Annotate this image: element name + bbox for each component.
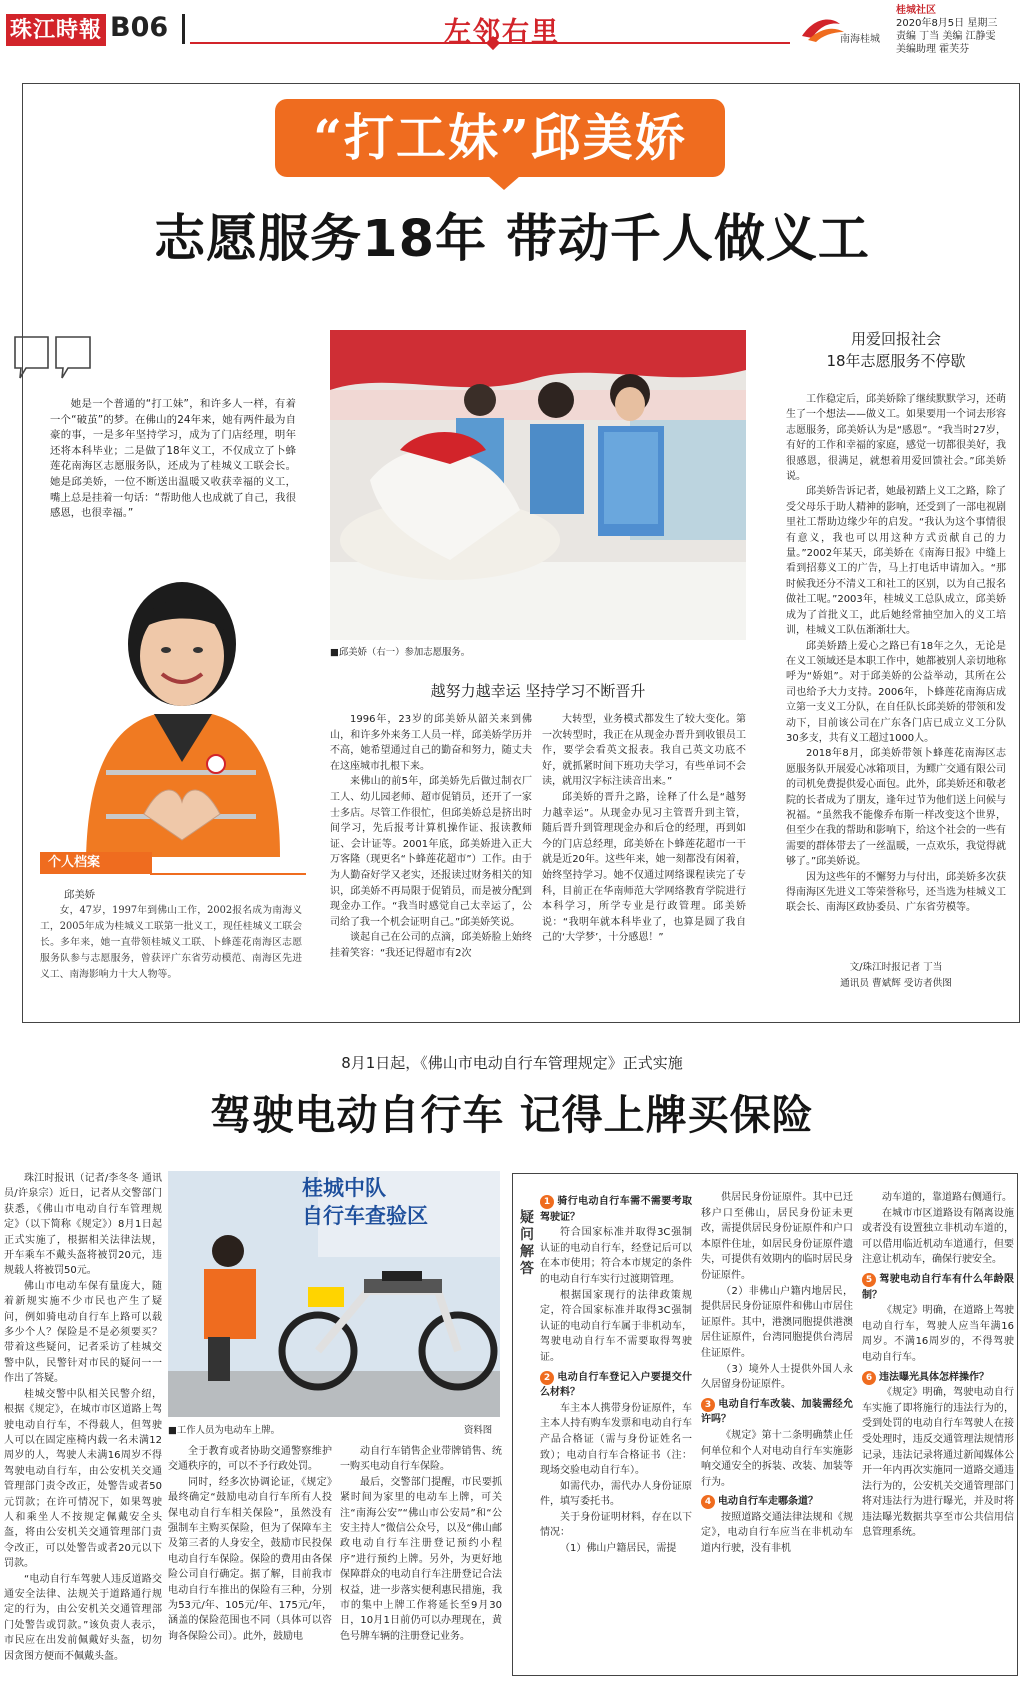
qa-question xyxy=(701,1494,853,1510)
article1-headline: 志愿服务18年 带动千人做义工 xyxy=(154,210,870,269)
banner-pointer xyxy=(488,176,520,190)
photo2-credit: 资料图 xyxy=(464,1425,493,1436)
article1-banner: “打工妹”邱美娇 xyxy=(275,99,725,177)
qa-label: 疑问解答 xyxy=(520,1210,534,1277)
article2-paragraph: 最后，交警部门提醒，市民要抓紧时间为家里的电动车上牌，可关注“南海公安”“佛山市公安局”和“公安主持人”微信公众号，以及“佛山邮政电动自行车注册登记预约小程序”进行预约上牌。另外，为更好地保障群众的电动自行车注册登记合法权益，进一步落实便利惠民措施，我市的集中上牌工作将延长至9月30日，10月1日前仍可以办理现在，黄色号牌车辆的注册登记业务。 xyxy=(340,1476,502,1642)
right-paragraph: 工作稳定后，邱美娇除了继续默默学习，还萌生了一个想法——做义工。如果要用一个词去形容志愿服务，邱美娇认为是“感恩”。“我当时27岁，有好的工作和幸福的家庭，感觉一切都很美好，我很感恩，很满足，就想着用爱回馈社会。”邱美娇说。 xyxy=(786,394,1006,483)
question-text: 电动自行车改装、加装需经允许吗？ xyxy=(701,1398,853,1426)
question-text: 驾驶电动自行车有什么年龄限制？ xyxy=(862,1273,1014,1301)
qa-question xyxy=(701,1397,853,1428)
question-text: 骑行电动自行车需不需要考取驾驶证？ xyxy=(540,1196,692,1223)
article2-paragraph: 珠江时报讯（记者/李冬冬 通讯员/许泉宗）近日，记者从交警部门获悉，《佛山市电动自行车管理规定》（以下简称《规定》）8月1日起正式实施了，根据相关法律法规，开车乘车不戴头盔将被罚20元，违规载人将被罚50元。 xyxy=(4,1173,162,1277)
article1-lead: 她是一个普通的“打工妹”，和许多人一样，有着一个“破茧”的梦。在佛山的24年来，她有两件最为自豪的事，一是多年坚持学习，成为了门店经理，明年还将本科毕业；二是做了18年义工，不仅成立了卜蜂莲花南海区志愿服务队，还成为了桂城义工联会长。她是邱美娇，一位不断送出温暖又收获幸福的义工，嘴上总是挂着一句话：“帮助他人也成就了自己，我很感恩，也很幸福。” xyxy=(50,398,296,520)
mid-paragraph: 1996年，23岁的邱美娇从韶关来到佛山，和许多外来务工人员一样，邱美娇学历并不高，她希望通过自己的勤奋和努力，随丈夫在这座城市扎根下来。 xyxy=(330,714,532,772)
qa-question xyxy=(540,1194,692,1225)
article2-column-c xyxy=(340,1444,502,1644)
article2-column-b xyxy=(168,1444,332,1644)
column-brand: 桂城社区 xyxy=(896,5,936,16)
nanhai-text: 南海桂城 xyxy=(840,34,880,45)
qa-answer: 动车道的，靠道路右侧通行。 xyxy=(882,1192,1012,1203)
mid-column-1 xyxy=(330,712,532,962)
qa-answer: 符合国家标准并取得3C强制认证的电动自行车，经登记后可以在本市使用；符合本市规定的条件的电动自行车实行过渡期管理。 xyxy=(540,1227,692,1285)
question-number-icon: 2 xyxy=(540,1371,554,1385)
qa-answer: 《规定》明确，在道路上驾驶电动自行车，驾驶人应当年满16周岁。不满16周岁的，不得驾驶电动自行车。 xyxy=(862,1305,1014,1363)
mid-subhead: 越努力越幸运 坚持学习不断晋升 xyxy=(430,682,646,700)
qa-answer: 《规定》第十二条明确禁止任何单位和个人对电动自行车实施影响交通安全的拆装、改装、加装等行为。 xyxy=(701,1429,853,1488)
page-number: B06 xyxy=(110,12,169,43)
qa-question xyxy=(540,1370,692,1401)
article2-paragraph: 全于教育或者协助交通警察维护交通秩序的，可以不予行政处罚。 xyxy=(168,1446,332,1473)
article2-paragraph: 佛山市电动车保有量庞大，随着新规实施不少市民也产生了疑问，例如骑电动自行车上路可以载多少个人？保险是不是必须要买？带着这些疑问，记者采访了桂城交警中队，民警针对市民的疑问一一作出了答疑。 xyxy=(4,1280,162,1385)
right-paragraph: 邱美娇告诉记者，她最初踏上义工之路，除了受父母乐于助人精神的影响，还受到了一部电视剧里社工帮助边缘少年的启发。“我认为这个事情很有意义，我也可以用这种方式贡献自己的力量。”2002年某天，邱美娇在《南海日报》中缝上看到招募义工的广告，马上打电话申请加入。“那时候我还分不清义工和社工的区别，以为自己报名做社工呢。”2003年，桂城义工总队成立，邱美娇成为了首批义工，此后她经常抽空加入的义工培训，桂城义工队伍渐渐壮大。 xyxy=(786,486,1006,637)
mid-paragraph: 大转型，业务模式都发生了较大变化。第一次转型时，我正在从现金办晋升到收银员工作，要学会看英文报表。我自己英文功底不好，就抓紧时间下班功夫学习，有些单词不会读，就用汉字标注读音出来。” xyxy=(542,714,746,788)
question-number-icon: 4 xyxy=(701,1495,715,1509)
question-text: 电动自行车走哪条道？ xyxy=(718,1496,818,1508)
article2-paragraph: 同时，经多次协调论证，《规定》最终确定“鼓励电动自行车所有人投保电动自行车相关保险”，虽然没有强制车主购买保险，但为了保障车主及第三者的人身安全，鼓励市民投保电动自行车保险。保险的费用由各保险公司自行确定。据了解，目前我市电动自行车推出的保险有三种，分别为53元/年、105元/年、175元/年，涵盖的保险范围也不同（具体可以咨询各保险公司）。此外，鼓励电 xyxy=(168,1476,332,1642)
question-number-icon: 6 xyxy=(862,1371,876,1385)
question-number-icon: 5 xyxy=(862,1273,876,1287)
photo2-caption: ■工作人员为电动车上牌。 xyxy=(168,1425,280,1436)
article2-paragraph: 桂城交警中队相关民警介绍，根据《规定》，在城市市区道路上驾驶电动自行车，不得载人，但驾驶人可以在固定座椅内载一名未满12周岁的人，驾驶人未满16周岁不得驾驶电动自行车，由公安机关交通管理部门责令改正，处警告或者50元罚款；在许可情况下，如果驾驶人和乘坐人不按规定佩戴安全头盔，将由公安机关交通管理部门责令改正，可以处警告或者20元以下罚款。 xyxy=(4,1388,162,1570)
qa-answer: 按照道路交通法律法规和《规定》，电动自行车应当在非机动车道内行驶，没有非机 xyxy=(701,1511,853,1555)
portrait-photo xyxy=(66,552,298,857)
qa-answer: 《规定》明确，驾驶电动自行车实施了即将施行的违法行为的，受到处罚的电动自行车驾驶人在接受处理时，违反交通管理法规情形记录，违法记录将通过新闻媒体公开一年内再次实施同一道路交通违法行为的，公安机关交通管理部门将对违法行为进行曝光，并及时将违法曝光数据共享至市公共信用信息管理系统。 xyxy=(862,1387,1014,1539)
assist-line: 美编助理 霍芙芬 xyxy=(896,44,970,55)
qa-answer: 供居民身份证原件。其中已迁移户口至佛山，居民身份证未更改，需提供居民身份证原件和户口本原件住址，如居民身份证原件遗失，可提供有效期内的临时居民身份证原件。 xyxy=(701,1192,853,1281)
qa-answer: （1）佛山户籍居民，需提 xyxy=(560,1543,677,1555)
qa-column-2 xyxy=(701,1190,853,1557)
article2-paragraph: “电动自行车驾驶人违反道路交通安全法律、法规关于道路通行规定的行为，由公安机关交通管理部门处警告或罚款。”该负责人表示，市民应在出发前佩戴好头盔，切勿因贪图方便而不佩戴头盔。 xyxy=(4,1573,162,1662)
mid-paragraph: 邱美娇的晋升之路，诠释了什么是“越努力越幸运”。从现金办见习主管晋升到主管，随后晋升到管理现金办和后仓的经理，再到如今的门店总经理，邱美娇在卜蜂莲花超市一干就是近20年。这些年来，她一刻都没有闲着，始终坚持学习。她不仅通过网络课程读完了专科，目前正在华南师范大学网络教育学院进行本科学习，所学专业是行政管理。邱美娇说：“我明年就本科毕业了，也算是圆了我自己的‘大学梦’，十分感恩！” xyxy=(542,791,746,944)
article2-column-a xyxy=(4,1171,162,1664)
editor-line: 责编 丁当 美编 江静雯 xyxy=(896,31,996,42)
article2-kicker: 8月1日起，《佛山市电动自行车管理规定》正式实施 xyxy=(341,1054,683,1072)
photo1-caption: ■邱美娇（右一）参加志愿服务。 xyxy=(330,647,471,658)
qa-answer: 根据国家现行的法律政策规定，符合国家标准并取得3C强制认证的电动自行车属于非机动车，驾驶电动自行车不需要取得驾驶证。 xyxy=(540,1289,692,1363)
masthead xyxy=(0,0,1024,56)
mid-column-2 xyxy=(542,712,746,946)
qa-column-3 xyxy=(862,1190,1014,1541)
article2-headline: 驾驶电动自行车 记得上牌买保险 xyxy=(210,1091,814,1139)
qa-question xyxy=(862,1370,1014,1386)
profile-body: 女，47岁，1997年到佛山工作，2002报名成为南海义工，2005年成为桂城义工联第一批义工，现任桂城义工联会长。多年来，她一直带领桂城义工联、卜蜂莲花南海区志愿服务队参与志愿服务，曾获评广东省劳动模范、南海区先进义工、南海影响力十大人物等。 xyxy=(40,905,302,980)
right-column xyxy=(786,392,1006,916)
profile-tag: 个人档案 xyxy=(40,852,152,874)
profile-tag-rule xyxy=(150,873,306,875)
right-paragraph: 因为这些年的不懈努力与付出，邱美娇多次获得南海区先进义工等荣誉称号，还当选为桂城义工联会长、南海区政协委员、广东省劳模等。 xyxy=(786,871,1006,914)
qa-question xyxy=(862,1272,1014,1303)
qa-answer: （2）非佛山户籍内地居民，提供居民身份证原件和佛山市居住证原件。其中，港澳同胞提供港澳居住证原件，台湾同胞提供台湾居住证原件。 xyxy=(701,1285,853,1359)
right-subhead: 用爱回报社会 18年志愿服务不停歇 xyxy=(826,330,966,370)
qa-answer: 在城市市区道路设有隔离设施或者没有设置独立非机动车道的，可以借用临近机动车道通行，但要注意让机动车，确保行驶安全。 xyxy=(862,1207,1014,1266)
right-paragraph: 2018年8月，邱美娇带领卜蜂莲花南海区志愿服务队开展爱心冰箱项目，为鳏广交通有限公司的司机免费提供爱心面包。此外，邱美娇还和敬老院的长者成为了朋友，逢年过节为他们送上问候与祝福。“虽然我不能像乔布斯一样改变这个世界，但至少在我的帮助和影响下，给这个社会的一些有需要的群体带去了一丝温暖，一点欢乐，我觉得就够了。”邱美娇说。 xyxy=(786,748,1006,868)
article2-paragraph: 动自行车销售企业带牌销售、统一购买电动自行车保险。 xyxy=(340,1446,502,1473)
qa-column-1 xyxy=(540,1190,692,1557)
qa-answer: 关于身份证明材料，存在以下情况： xyxy=(540,1511,692,1539)
mid-paragraph: 来佛山的前5年，邱美娇先后做过制衣厂工人、幼儿园老师、超市促销员，还开了一家士多店。尽管工作很忙，但邱美娇总是挤出时间学习，先后报考计算机操作证、报读教师证、会计证等。2001年底，邱美娇进入正大万客隆（现更名“卜蜂莲花超市”）工作。由于为人勤奋好学又老实，还报读过财务相关的知识，邱美娇不再局限于促销员，而是被分配到现金办工作。“我当时感觉自己太幸运了，公司给了我一个机会证明自己。”邱美娇笑说。 xyxy=(330,776,532,928)
paper-logo: 珠江時報 xyxy=(6,14,106,46)
qa-answer: （3）境外人士提供外国人永久居留身份证原件。 xyxy=(701,1363,853,1391)
question-number-icon: 1 xyxy=(540,1195,554,1209)
masthead-divider xyxy=(182,14,185,44)
question-number-icon: 3 xyxy=(701,1398,715,1412)
date-line: 2020年8月5日 星期三 xyxy=(896,18,998,29)
speech-bubble-icon xyxy=(12,334,94,382)
mid-paragraph: 谈起自己在公司的点滴，邱美娇脸上始终挂着笑容：“我还记得超市有2次 xyxy=(330,932,532,959)
section-title: 左邻右里 xyxy=(444,17,560,48)
question-text: 违法曝光具体怎样操作？ xyxy=(879,1371,989,1383)
volunteer-photo xyxy=(330,330,746,640)
checkpoint-sign: 桂城中队 自行车查验区 xyxy=(302,1176,428,1228)
right-paragraph: 邱美娇踏上爱心之路已有18年之久，无论是在义工领域还是本职工作中，她都被别人亲切地称呼为“娇姐”。对于邱美娇的公益举动，其所在公司也给予大力支持。2006年，卜蜂莲花南海店成立第一支义工分队，在自任队长邱美娇的带领和发动下，目前该公司在广东各门店已成立义工分队30多支，共有义工超过1000人。 xyxy=(786,640,1006,744)
question-text: 电动自行车登记入户要提交什么材料？ xyxy=(540,1371,692,1399)
article1-byline: 文/珠江时报记者 丁当 通讯员 曹斌辉 受访者供图 xyxy=(840,962,952,989)
profile-name: 邱美娇 xyxy=(64,889,96,901)
qa-answer: 如需代办，需代办人身份证原件，填写委托书。 xyxy=(540,1480,692,1508)
qa-answer: 车主本人携带身份证原件，车主本人持有购车发票和电动自行车产品合格证（需与身份证姓名一致）；电动自行车合格证书（注：现场交验电动自行车）。 xyxy=(540,1402,692,1477)
masthead-info xyxy=(896,4,997,56)
